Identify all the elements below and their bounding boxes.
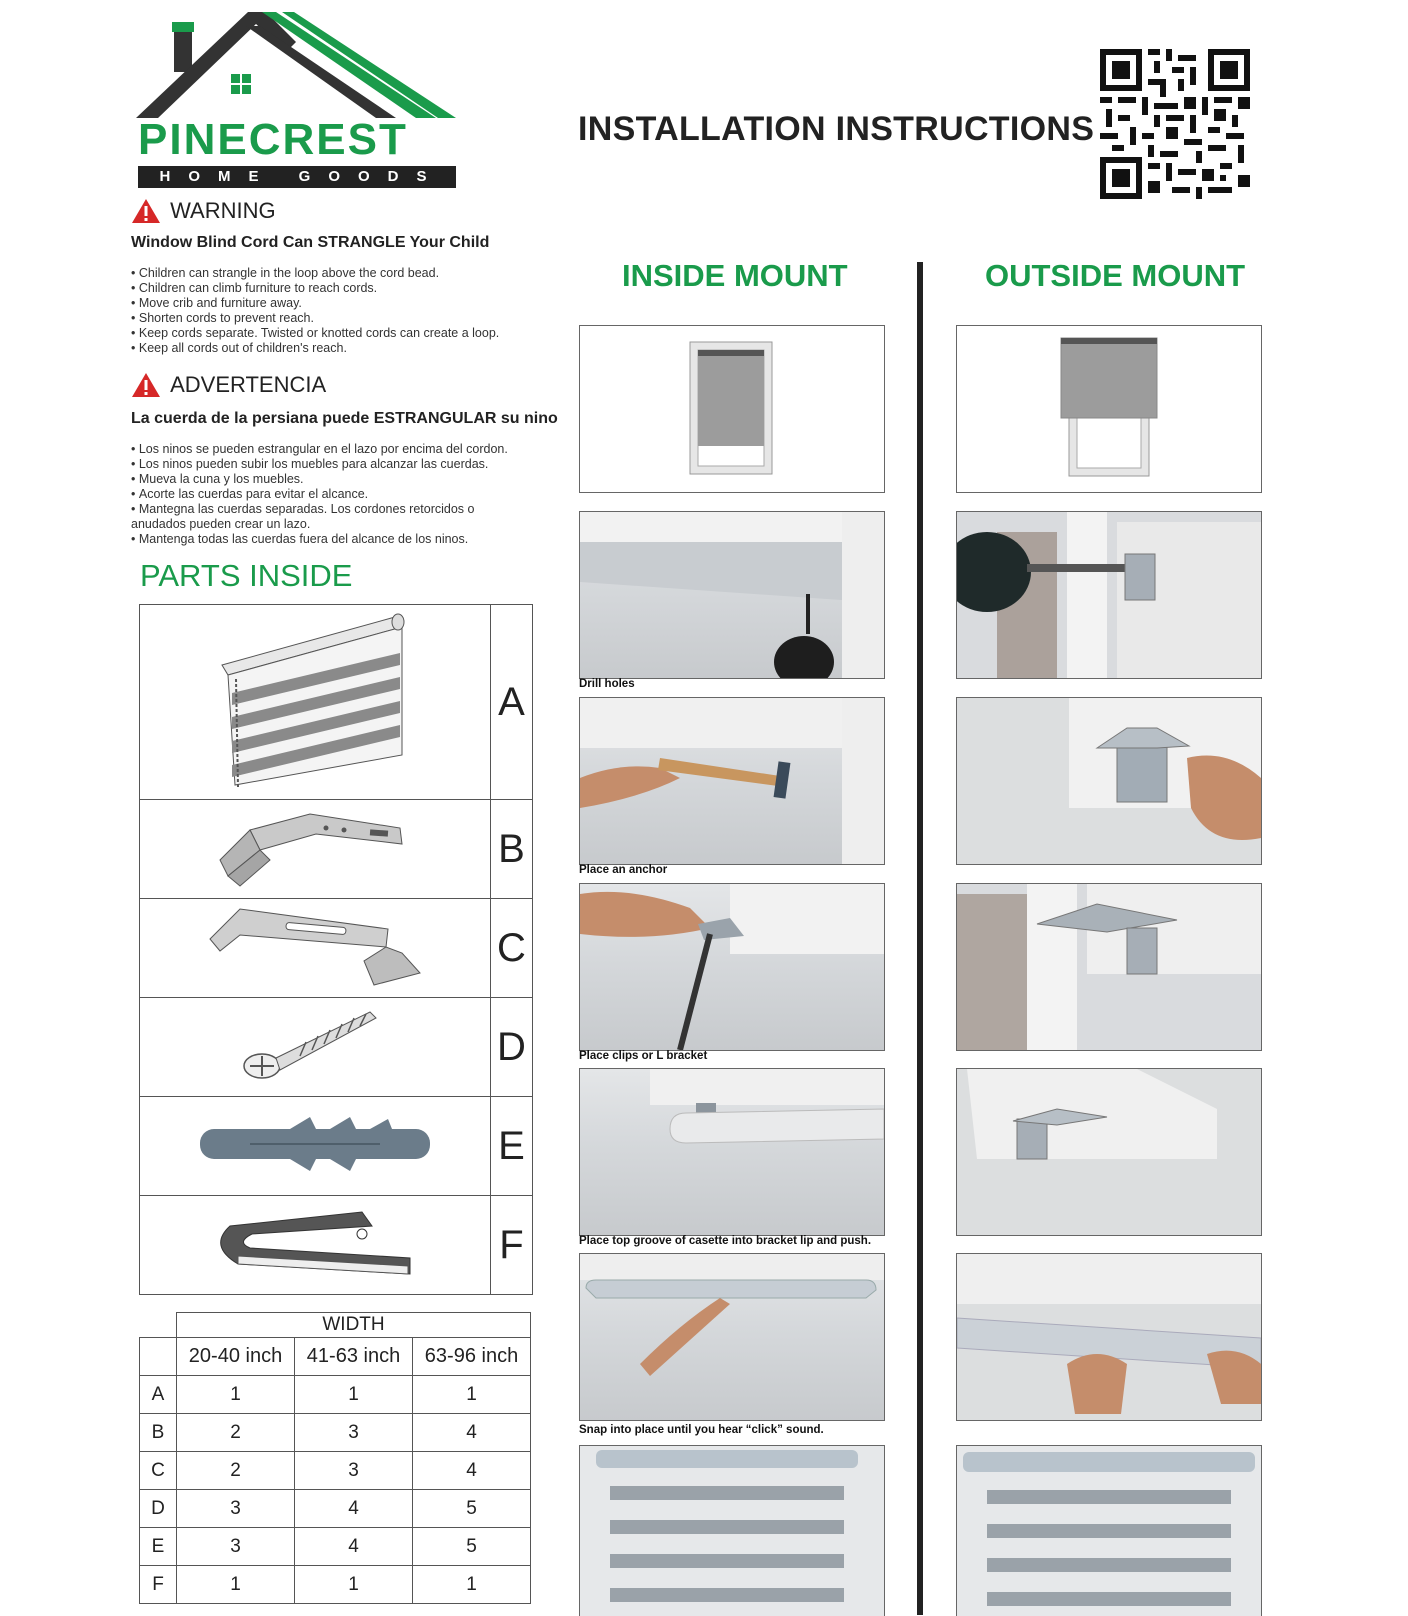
row-label: B xyxy=(140,1414,177,1452)
part-image-cell xyxy=(140,1196,491,1295)
roller-blind-illustration xyxy=(140,605,490,795)
list-item: • Los ninos se pueden estrangular en el lazo por encima del cordon. xyxy=(131,442,511,457)
table-cell: 1 xyxy=(295,1566,413,1604)
list-item: • Los ninos pueden subir los muebles para alcanzar las cuerdas. xyxy=(131,457,511,472)
table-row xyxy=(140,1490,531,1528)
warning-en-header xyxy=(131,198,276,224)
part-row-e xyxy=(140,1097,533,1196)
inside-photo-clips xyxy=(579,883,885,1051)
list-item: • Keep all cords out of children's reach. xyxy=(131,341,511,356)
advertencia-subheading: La cuerda de la persiana puede ESTRANGULAR su nino xyxy=(131,410,558,427)
table-cell: 1 xyxy=(413,1376,531,1414)
table-cell: 4 xyxy=(413,1452,531,1490)
row-label: A xyxy=(140,1376,177,1414)
part-image-cell xyxy=(140,899,491,998)
part-image-cell xyxy=(140,1097,491,1196)
outside-photo-snap xyxy=(956,1253,1262,1421)
list-item: • Children can climb furniture to reach cords. xyxy=(131,281,511,296)
part-label: C xyxy=(491,899,533,998)
part-row-d xyxy=(140,998,533,1097)
part-label: B xyxy=(491,800,533,899)
list-item: • Move crib and furniture away. xyxy=(131,296,511,311)
list-item: • Keep cords separate. Twisted or knotted cords can create a loop. xyxy=(131,326,511,341)
parts-table xyxy=(139,604,533,1295)
part-label: A xyxy=(491,605,533,800)
table-row xyxy=(140,1566,531,1604)
part-row-c xyxy=(140,899,533,998)
row-label: E xyxy=(140,1528,177,1566)
inside-photo-anchor xyxy=(579,697,885,865)
table-row xyxy=(140,1414,531,1452)
brand-name xyxy=(138,115,408,164)
outside-mount-diagram xyxy=(956,325,1262,493)
part-row-b xyxy=(140,800,533,899)
part-image-cell xyxy=(140,998,491,1097)
table-cell: 1 xyxy=(177,1566,295,1604)
row-label: C xyxy=(140,1452,177,1490)
qr-code-icon[interactable] xyxy=(1100,48,1250,200)
warning-es-list xyxy=(131,442,511,547)
list-item: • Acorte las cuerdas para evitar el alcance. xyxy=(131,487,511,502)
part-label: E xyxy=(491,1097,533,1196)
list-item: • Mantegna las cuerdas separadas. Los cordones retorcidos o anudados pueden crear un lazo. xyxy=(131,502,511,532)
advertencia-heading: ADVERTENCIA xyxy=(170,372,327,397)
screw-illustration xyxy=(140,998,490,1092)
table-cell: 3 xyxy=(177,1528,295,1566)
outside-photo-drill xyxy=(956,511,1262,679)
inside-mount-diagram xyxy=(579,325,885,493)
inside-photo-finished xyxy=(579,1445,885,1616)
table-cell: 2 xyxy=(177,1452,295,1490)
page-title: INSTALLATION INSTRUCTIONS xyxy=(578,110,1095,148)
list-item: • Children can strangle in the loop above the cord bead. xyxy=(131,266,511,281)
part-label: D xyxy=(491,998,533,1097)
part-row-a xyxy=(140,605,533,800)
warning-heading: WARNING xyxy=(170,198,276,223)
step-caption: Drill holes xyxy=(579,678,635,690)
outside-mount-title: OUTSIDE MOUNT xyxy=(985,258,1246,293)
brand-subtitle: HOME GOODS xyxy=(138,166,456,188)
column-header: 41-63 inch xyxy=(295,1338,413,1376)
warning-triangle-icon xyxy=(131,198,161,224)
column-header: 20-40 inch xyxy=(177,1338,295,1376)
step-caption: Place an anchor xyxy=(579,864,668,876)
brand-name-part1: PINE xyxy=(138,115,249,164)
step-caption: Place top groove of casette into bracket lip and push. xyxy=(579,1235,872,1247)
row-label: D xyxy=(140,1490,177,1528)
step-caption: Place clips or L bracket xyxy=(579,1050,708,1062)
list-item: • Mueva la cuna y los muebles. xyxy=(131,472,511,487)
table-cell: 2 xyxy=(177,1414,295,1452)
table-cell: 4 xyxy=(295,1490,413,1528)
list-item: • Mantenga todas las cuerdas fuera del alcance de los ninos. xyxy=(131,532,511,547)
table-cell: 1 xyxy=(177,1376,295,1414)
row-label: F xyxy=(140,1566,177,1604)
inside-photo-cassette xyxy=(579,1068,885,1236)
warning-en-list xyxy=(131,266,511,356)
wall-anchor-illustration xyxy=(140,1097,490,1191)
inside-mount-title: INSIDE MOUNT xyxy=(622,258,848,293)
outside-photo-finished xyxy=(956,1445,1262,1616)
table-cell: 3 xyxy=(177,1490,295,1528)
table-row xyxy=(140,1376,531,1414)
step-caption: Snap into place until you hear “click” sound. xyxy=(579,1424,824,1436)
part-row-f xyxy=(140,1196,533,1295)
table-row xyxy=(140,1528,531,1566)
outside-photo-bracket xyxy=(956,1068,1262,1236)
table-cell: 5 xyxy=(413,1528,531,1566)
part-image-cell xyxy=(140,800,491,899)
list-item: • Shorten cords to prevent reach. xyxy=(131,311,511,326)
table-cell: 3 xyxy=(295,1452,413,1490)
width-header: WIDTH xyxy=(177,1313,531,1338)
inside-photo-snap xyxy=(579,1253,885,1421)
clip-illustration xyxy=(140,899,490,993)
warning-triangle-icon xyxy=(131,372,161,398)
table-cell: 4 xyxy=(413,1414,531,1452)
part-label: F xyxy=(491,1196,533,1295)
table-cell: 1 xyxy=(413,1566,531,1604)
table-cell: 4 xyxy=(295,1528,413,1566)
parts-title: PARTS INSIDE xyxy=(140,558,353,593)
part-image-cell xyxy=(140,605,491,800)
bracket-illustration xyxy=(140,800,490,894)
table-cell: 5 xyxy=(413,1490,531,1528)
column-divider xyxy=(917,262,923,1615)
inside-photo-drill xyxy=(579,511,885,679)
table-row xyxy=(140,1452,531,1490)
outside-photo-anchor xyxy=(956,697,1262,865)
quantity-table xyxy=(139,1312,531,1604)
warning-es-header xyxy=(131,372,326,398)
house-roof-icon xyxy=(136,8,458,128)
brand-name-part2: CREST xyxy=(248,115,408,164)
outside-photo-clips xyxy=(956,883,1262,1051)
table-cell: 3 xyxy=(295,1414,413,1452)
column-header: 63-96 inch xyxy=(413,1338,531,1376)
end-clip-illustration xyxy=(140,1196,490,1290)
warning-subheading: Window Blind Cord Can STRANGLE Your Child xyxy=(131,234,490,251)
table-cell: 1 xyxy=(295,1376,413,1414)
